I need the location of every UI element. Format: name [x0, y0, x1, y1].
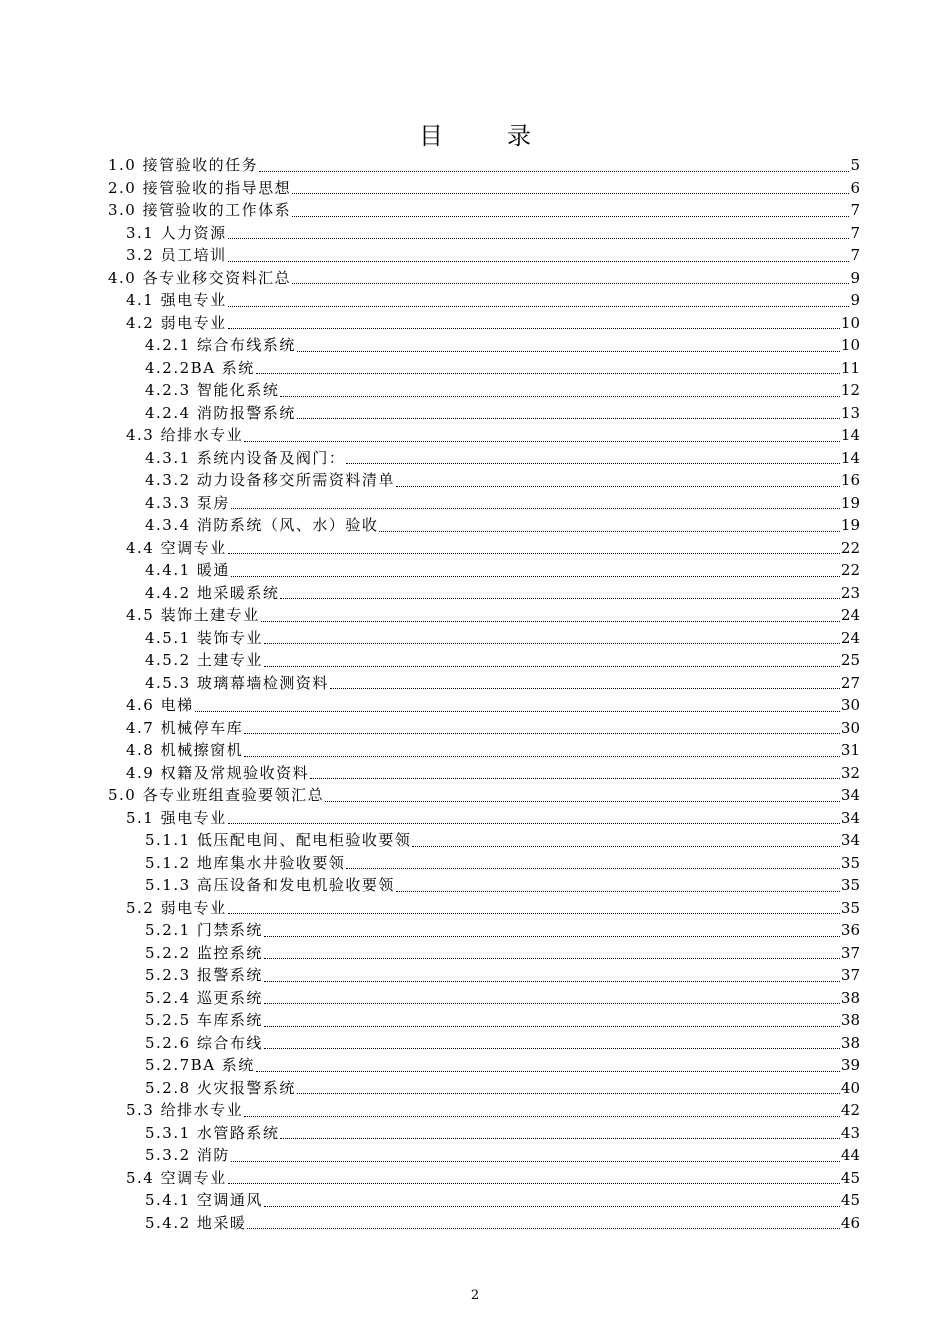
toc-entry-title: 5.2.2 监控系统 — [145, 943, 263, 962]
page-title: 目 录 — [419, 122, 551, 150]
toc-entry-page: 34 — [840, 786, 860, 804]
toc-dot-leader — [264, 642, 840, 644]
toc-entry-title: 5.1 强电专业 — [126, 808, 227, 827]
toc-entry-page: 37 — [840, 966, 860, 984]
toc-entry-page: 38 — [840, 1033, 860, 1052]
toc-entry[interactable] — [108, 649, 860, 672]
toc-entry-page: 39 — [840, 1056, 860, 1074]
toc-entry-title: 4.5.3 玻璃幕墙检测资料 — [145, 673, 329, 692]
toc-entry-page: 7 — [850, 201, 860, 219]
toc-entry-page: 7 — [850, 246, 860, 264]
toc-entry-page: 14 — [840, 448, 860, 467]
toc-dot-leader — [259, 170, 849, 172]
table-of-contents — [108, 154, 860, 1234]
toc-entry-page: 13 — [840, 403, 860, 422]
toc-entry[interactable] — [108, 402, 860, 425]
toc-entry-page: 38 — [840, 988, 860, 1007]
toc-entry[interactable] — [108, 852, 860, 875]
toc-entry[interactable] — [108, 874, 860, 897]
toc-entry[interactable] — [108, 334, 860, 357]
toc-entry[interactable] — [108, 604, 860, 627]
toc-entry[interactable] — [108, 964, 860, 987]
toc-dot-leader — [264, 665, 840, 667]
toc-dot-leader — [195, 710, 840, 712]
toc-entry[interactable] — [108, 582, 860, 605]
toc-dot-leader — [396, 890, 840, 892]
toc-entry-title: 4.2 弱电专业 — [126, 313, 227, 332]
toc-entry[interactable] — [108, 1099, 860, 1122]
toc-entry[interactable] — [108, 672, 860, 695]
toc-dot-leader — [280, 1137, 839, 1139]
toc-entry-page: 30 — [840, 696, 860, 714]
toc-entry-title: 4.5 装饰土建专业 — [126, 606, 260, 624]
toc-entry-page: 24 — [840, 628, 860, 647]
toc-entry-page: 16 — [840, 471, 860, 489]
toc-entry-page: 19 — [840, 516, 860, 534]
toc-entry[interactable] — [108, 784, 860, 807]
toc-entry-page: 19 — [840, 493, 860, 512]
toc-dot-leader — [379, 530, 839, 532]
toc-entry[interactable] — [108, 919, 860, 942]
toc-entry-page: 42 — [840, 1101, 860, 1119]
toc-entry[interactable] — [108, 829, 860, 852]
toc-dot-leader — [231, 1160, 840, 1162]
toc-dot-leader — [292, 192, 849, 194]
toc-entry-page: 32 — [840, 763, 860, 782]
toc-entry-title: 4.4 空调专业 — [126, 538, 227, 557]
toc-dot-leader — [264, 1002, 840, 1004]
toc-dot-leader — [244, 440, 840, 442]
toc-entry[interactable] — [108, 717, 860, 740]
toc-entry-title: 5.1.3 高压设备和发电机验收要领 — [145, 876, 395, 894]
toc-entry-title: 4.2.2BA 系统 — [145, 358, 255, 377]
toc-entry-page: 37 — [840, 943, 860, 962]
toc-entry[interactable] — [108, 424, 860, 447]
toc-entry[interactable] — [108, 177, 860, 200]
toc-entry-page: 30 — [840, 718, 860, 737]
toc-dot-leader — [280, 395, 839, 397]
toc-dot-leader — [228, 822, 840, 824]
toc-entry-page: 10 — [840, 336, 860, 354]
toc-dot-leader — [244, 1115, 840, 1117]
toc-entry-title: 5.2.5 车库系统 — [145, 1011, 263, 1029]
toc-entry-title: 4.0 各专业移交资料汇总 — [108, 268, 292, 287]
toc-entry-page: 44 — [840, 1146, 860, 1164]
toc-entry-page: 27 — [840, 673, 860, 692]
toc-entry[interactable] — [108, 289, 860, 312]
toc-dot-leader — [325, 800, 840, 802]
toc-entry[interactable] — [108, 1077, 860, 1100]
toc-entry[interactable] — [108, 379, 860, 402]
toc-entry-title: 4.3.4 消防系统（风、水）验收 — [145, 516, 379, 534]
toc-entry-title: 4.3.2 动力设备移交所需资料清单 — [145, 471, 395, 489]
toc-entry-title: 4.4.2 地采暖系统 — [145, 583, 280, 602]
toc-dot-leader — [292, 282, 849, 284]
toc-entry-page: 40 — [840, 1078, 860, 1097]
toc-entry-title: 4.6 电梯 — [126, 696, 194, 714]
toc-entry-page: 22 — [840, 538, 860, 557]
toc-dot-leader — [247, 1227, 839, 1229]
toc-entry-title: 4.7 机械停车库 — [126, 718, 244, 737]
toc-dot-leader — [310, 777, 840, 779]
toc-entry-title: 5.1.2 地库集水井验收要领 — [145, 853, 346, 872]
toc-entry-page: 14 — [840, 426, 860, 444]
toc-entry-page: 7 — [850, 223, 860, 242]
toc-entry-title: 4.5.2 土建专业 — [145, 651, 263, 669]
toc-entry-page: 46 — [840, 1213, 860, 1232]
toc-entry[interactable] — [108, 762, 860, 785]
toc-entry-page: 34 — [840, 831, 860, 849]
toc-entry[interactable] — [108, 627, 860, 650]
toc-entry-page: 38 — [840, 1011, 860, 1029]
toc-entry-title: 1.0 接管验收的任务 — [108, 156, 259, 174]
toc-entry-title: 5.3.1 水管路系统 — [145, 1123, 280, 1142]
toc-entry[interactable] — [108, 987, 860, 1010]
toc-entry-title: 5.4.1 空调通风 — [145, 1191, 263, 1209]
toc-entry[interactable] — [108, 492, 860, 515]
toc-dot-leader — [228, 912, 840, 914]
toc-dot-leader — [228, 237, 849, 239]
toc-entry-title: 4.3.3 泵房 — [145, 493, 230, 512]
toc-dot-leader — [256, 372, 840, 374]
toc-entry-page: 34 — [840, 808, 860, 827]
toc-entry-page: 31 — [840, 741, 860, 759]
toc-entry[interactable] — [108, 739, 860, 762]
toc-entry-title: 4.5.1 装饰专业 — [145, 628, 263, 647]
toc-entry-page: 5 — [850, 156, 860, 174]
toc-entry-title: 5.2.1 门禁系统 — [145, 921, 263, 939]
toc-dot-leader — [412, 845, 839, 847]
toc-entry-title: 4.3.1 系统内设备及阀门： — [145, 448, 346, 467]
toc-dot-leader — [280, 597, 839, 599]
toc-entry-page: 35 — [840, 876, 860, 894]
toc-entry-page: 35 — [840, 853, 860, 872]
toc-dot-leader — [346, 867, 839, 869]
toc-entry-title: 3.1 人力资源 — [126, 223, 227, 242]
toc-dot-leader — [228, 552, 840, 554]
toc-dot-leader — [228, 1182, 840, 1184]
toc-entry-page: 24 — [840, 606, 860, 624]
toc-entry-title: 4.9 权籍及常规验收资料 — [126, 763, 310, 782]
toc-dot-leader — [346, 462, 839, 464]
toc-entry-page: 6 — [850, 178, 860, 197]
toc-entry[interactable] — [108, 154, 860, 177]
toc-entry[interactable] — [108, 357, 860, 380]
toc-entry-title: 2.0 接管验收的指导思想 — [108, 178, 292, 197]
toc-entry[interactable] — [108, 897, 860, 920]
toc-entry[interactable] — [108, 942, 860, 965]
toc-dot-leader — [244, 755, 840, 757]
toc-entry-title: 5.3 给排水专业 — [126, 1101, 244, 1119]
toc-entry-title: 4.3 给排水专业 — [126, 426, 244, 444]
toc-entry-title: 4.8 机械擦窗机 — [126, 741, 244, 759]
toc-entry-title: 5.1.1 低压配电间、配电柜验收要领 — [145, 831, 412, 849]
toc-entry[interactable] — [108, 1189, 860, 1212]
toc-dot-leader — [330, 687, 840, 689]
toc-entry[interactable] — [108, 447, 860, 470]
toc-entry[interactable] — [108, 694, 860, 717]
toc-entry-page: 43 — [840, 1123, 860, 1142]
toc-entry[interactable] — [108, 312, 860, 335]
toc-entry-page: 9 — [850, 268, 860, 287]
toc-entry[interactable] — [108, 1144, 860, 1167]
toc-entry[interactable] — [108, 199, 860, 222]
toc-entry-title: 5.2.8 火灾报警系统 — [145, 1078, 296, 1097]
toc-entry[interactable] — [108, 1032, 860, 1055]
toc-entry[interactable] — [108, 807, 860, 830]
toc-entry[interactable] — [108, 1212, 860, 1235]
toc-dot-leader — [228, 327, 840, 329]
toc-dot-leader — [228, 260, 849, 262]
toc-entry-title: 4.1 强电专业 — [126, 291, 227, 309]
toc-dot-leader — [264, 980, 840, 982]
toc-entry-title: 4.4.1 暖通 — [145, 561, 230, 579]
toc-entry[interactable] — [108, 559, 860, 582]
toc-dot-leader — [264, 1205, 840, 1207]
toc-dot-leader — [244, 732, 840, 734]
toc-entry-title: 4.2.4 消防报警系统 — [145, 403, 296, 422]
toc-dot-leader — [231, 575, 840, 577]
toc-entry-page: 45 — [840, 1168, 860, 1187]
toc-entry-title: 5.2.3 报警系统 — [145, 966, 263, 984]
toc-entry[interactable] — [108, 514, 860, 537]
toc-dot-leader — [396, 485, 840, 487]
toc-entry-title: 5.0 各专业班组查验要领汇总 — [108, 786, 325, 804]
toc-entry-title: 5.2.6 综合布线 — [145, 1033, 263, 1052]
toc-entry-title: 3.2 员工培训 — [126, 246, 227, 264]
toc-entry-page: 9 — [850, 291, 860, 309]
toc-entry-title: 4.2.3 智能化系统 — [145, 381, 280, 399]
toc-entry-title: 5.4 空调专业 — [126, 1168, 227, 1187]
toc-dot-leader — [264, 1025, 840, 1027]
toc-entry-page: 35 — [840, 898, 860, 917]
toc-dot-leader — [292, 215, 849, 217]
toc-dot-leader — [231, 507, 840, 509]
toc-entry-title: 5.2.4 巡更系统 — [145, 988, 263, 1007]
toc-entry-page: 22 — [840, 561, 860, 579]
toc-entry-title: 5.4.2 地采暖 — [145, 1213, 247, 1232]
toc-entry-title: 5.3.2 消防 — [145, 1146, 230, 1164]
toc-entry-page: 10 — [840, 313, 860, 332]
toc-entry[interactable] — [108, 1009, 860, 1032]
toc-entry[interactable] — [108, 537, 860, 560]
toc-entry[interactable] — [108, 469, 860, 492]
toc-entry-page: 12 — [840, 381, 860, 399]
toc-dot-leader — [261, 620, 840, 622]
toc-dot-leader — [264, 935, 840, 937]
toc-entry-page: 25 — [840, 651, 860, 669]
toc-entry[interactable] — [108, 1054, 860, 1077]
toc-entry-title: 5.2.7BA 系统 — [145, 1056, 255, 1074]
toc-dot-leader — [297, 1092, 840, 1094]
toc-entry[interactable] — [108, 267, 860, 290]
toc-entry-title: 4.2.1 综合布线系统 — [145, 336, 296, 354]
toc-entry[interactable] — [108, 1167, 860, 1190]
toc-entry-title: 3.0 接管验收的工作体系 — [108, 201, 292, 219]
toc-dot-leader — [297, 417, 840, 419]
toc-dot-leader — [264, 1047, 840, 1049]
page-number: 2 — [470, 1288, 480, 1303]
toc-entry-page: 11 — [840, 358, 860, 377]
toc-entry[interactable] — [108, 244, 860, 267]
toc-dot-leader — [297, 350, 840, 352]
toc-entry-title: 5.2 弱电专业 — [126, 898, 227, 917]
toc-entry[interactable] — [108, 222, 860, 245]
toc-entry-page: 36 — [840, 921, 860, 939]
toc-entry-page: 23 — [840, 583, 860, 602]
toc-dot-leader — [264, 957, 840, 959]
toc-dot-leader — [256, 1070, 840, 1072]
toc-entry-page: 45 — [840, 1191, 860, 1209]
toc-dot-leader — [228, 305, 849, 307]
toc-entry[interactable] — [108, 1122, 860, 1145]
